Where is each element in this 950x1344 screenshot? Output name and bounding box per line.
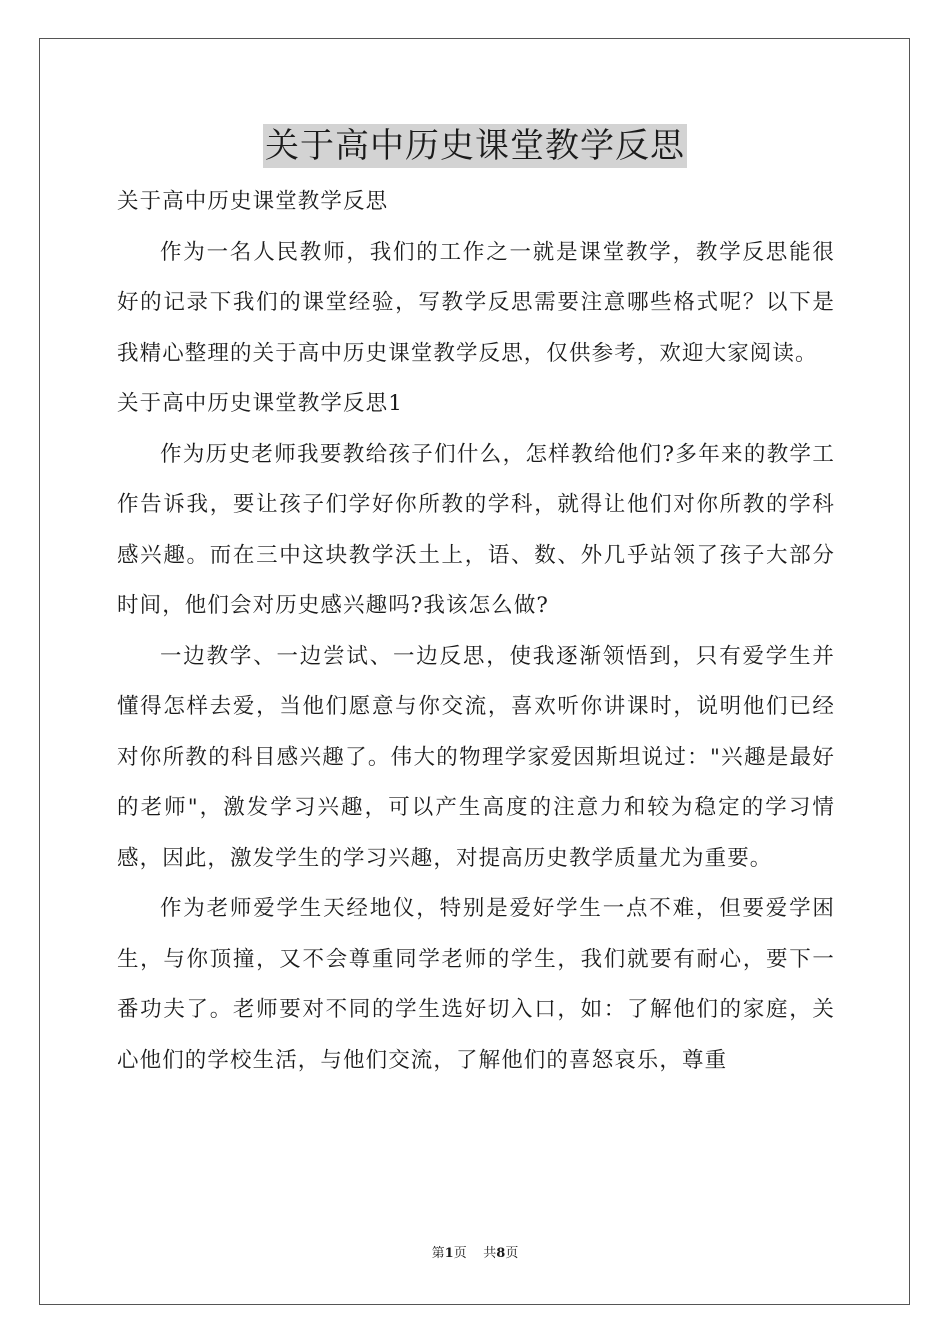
paragraph-text: 作为历史老师我要教给孩子们什么，怎样教给他们?多年来的教学工作告诉我，要让孩子们学好你所教的学科，就得让他们对你所教的学科感兴趣。而在三中这块教学沃土上，语、数、外几乎站领了孩子大部分时间，他们会对历史感兴趣吗?我该怎么做?: [117, 441, 835, 618]
title-container: [0, 124, 950, 168]
page-prefix: 第: [431, 1246, 445, 1261]
paragraph: [117, 177, 835, 228]
paragraph-text: 作为老师爱学生天经地仪，特别是爱好学生一点不难，但要爱学困生，与你顶撞，又不会尊重同学老师的学生，我们就要有耐心，要下一番功夫了。老师要对不同的学生选好切入口，如：了解他们的家庭，关心他们的学校生活，与他们交流，了解他们的喜怒哀乐，尊重: [117, 896, 835, 1073]
document-title: 关于高中历史课堂教学反思: [265, 126, 685, 166]
document-body: [117, 177, 835, 1086]
total-prefix: 共: [483, 1246, 497, 1261]
paragraph-text: 关于高中历史课堂教学反思: [117, 189, 389, 214]
page-total: [483, 1246, 518, 1261]
page-suffix: 页: [453, 1246, 467, 1261]
paragraph: [117, 632, 835, 885]
page-footer: [0, 1245, 950, 1263]
paragraph-text: 关于高中历史课堂教学反思1: [117, 391, 403, 416]
paragraph: [117, 228, 835, 380]
paragraph: [117, 379, 835, 430]
paragraph: [117, 430, 835, 632]
total-suffix: 页: [505, 1246, 519, 1261]
paragraph-text: 一边教学、一边尝试、一边反思，使我逐渐领悟到，只有爱学生并懂得怎样去爱，当他们愿意与你交流，喜欢听你讲课时，说明他们已经对你所教的科目感兴趣了。伟大的物理学家爱因斯坦说过："兴趣是最好的老师"，激发学习兴趣，可以产生高度的注意力和较为稳定的学习情感，因此，激发学生的学习兴趣，对提高历史教学质量尤为重要。: [117, 643, 835, 871]
paragraph-text: 作为一名人民教师，我们的工作之一就是课堂教学，教学反思能很好的记录下我们的课堂经验，写教学反思需要注意哪些格式呢？以下是我精心整理的关于高中历史课堂教学反思，仅供参考，欢迎大家阅读。: [117, 239, 835, 366]
page-current: 1: [444, 1246, 454, 1261]
paragraph: [117, 884, 835, 1086]
page-number: [432, 1246, 467, 1261]
total-count: 8: [496, 1246, 506, 1261]
